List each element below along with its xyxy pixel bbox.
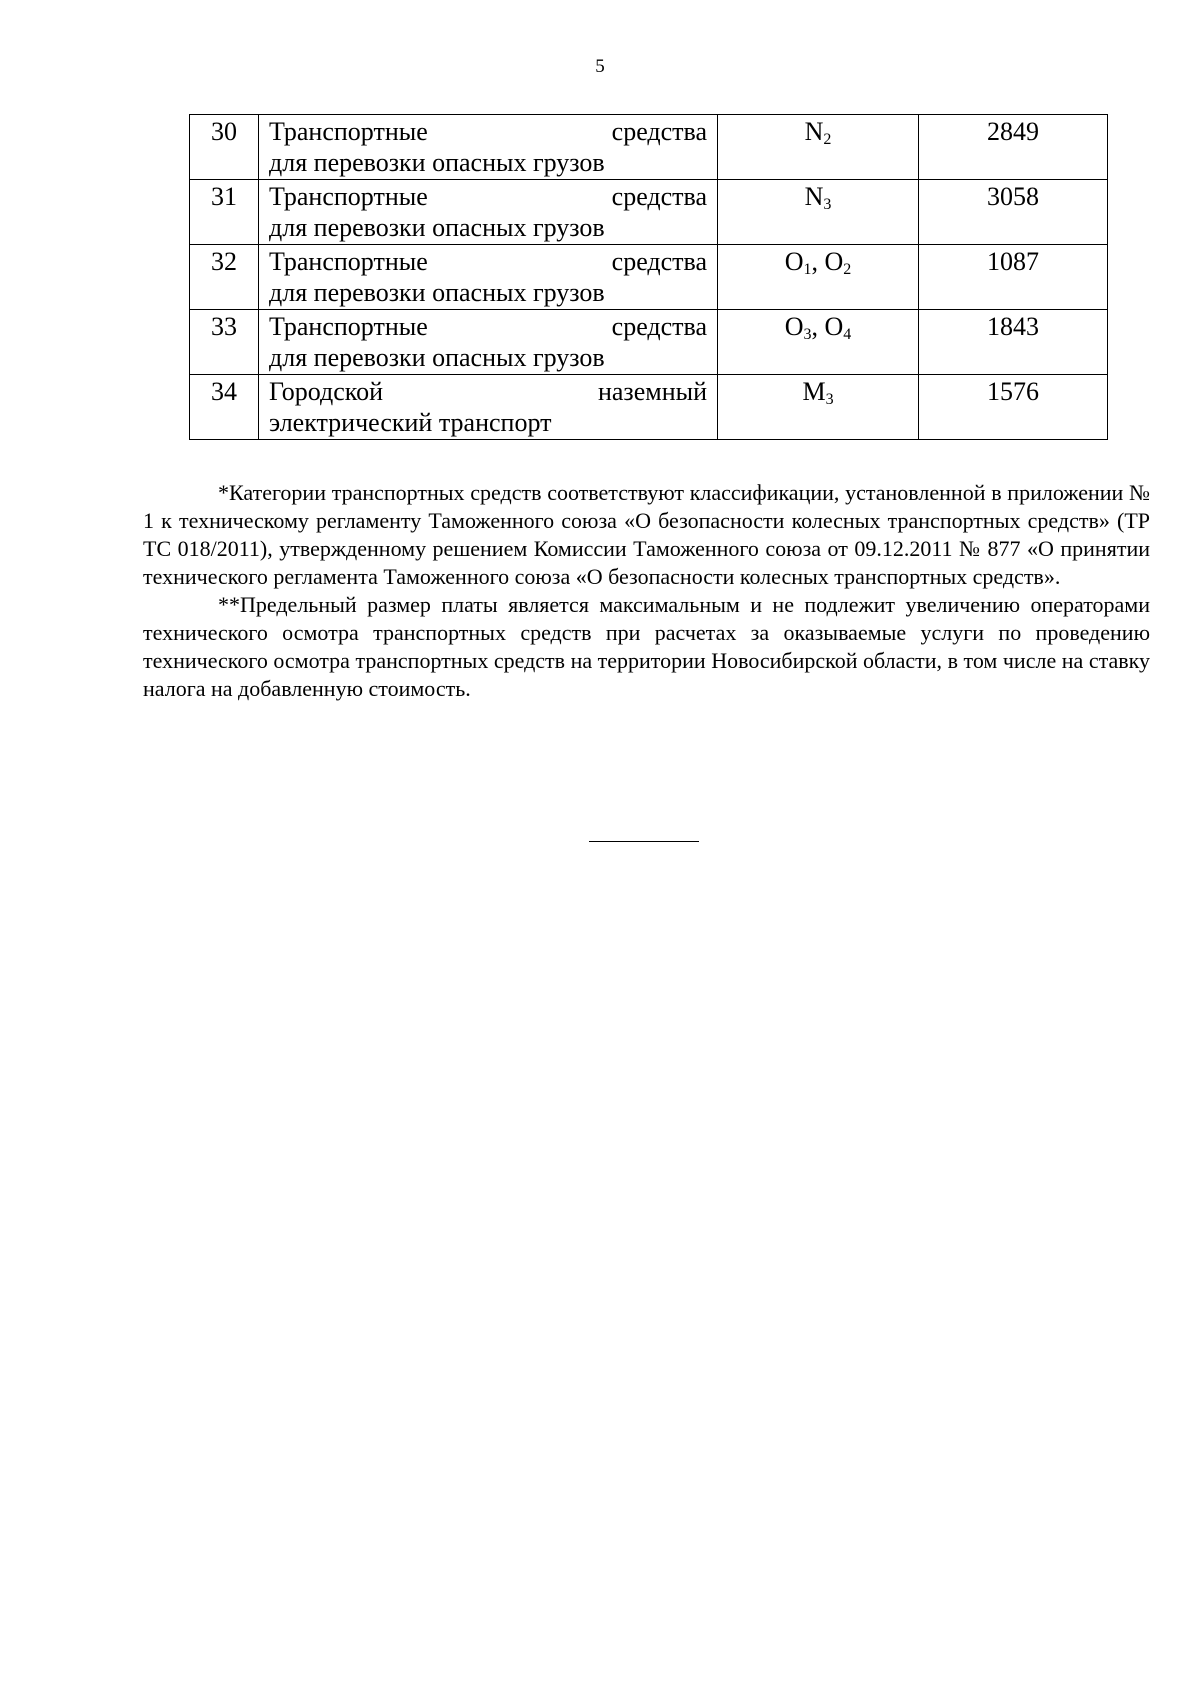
table-row xyxy=(190,180,1108,245)
end-divider xyxy=(589,841,699,842)
table-row xyxy=(190,310,1108,375)
category-cell xyxy=(718,375,919,440)
vehicle-type-line1: Транспортные средства xyxy=(269,247,707,276)
row-number-cell: 34 xyxy=(190,375,259,440)
footnotes xyxy=(143,479,1150,703)
category-cell xyxy=(718,180,919,245)
vehicle-type-line1: Транспортные средства xyxy=(269,182,707,211)
vehicle-type-cell xyxy=(259,180,718,245)
vehicle-type-cell xyxy=(259,115,718,180)
category-cell: $O_3$, $O_4$ xyxy=(718,310,919,375)
category-code: $O_1$ xyxy=(784,247,812,278)
fee-cell: 1843 xyxy=(919,310,1108,375)
category-code: $O_4$ xyxy=(824,312,852,343)
category-code: $M_3$ xyxy=(802,377,834,408)
vehicle-type-line1: Транспортные средства xyxy=(269,117,707,146)
vehicle-type-line2: для перевозки опасных грузов xyxy=(269,148,605,177)
fee-cell: 3058 xyxy=(919,180,1108,245)
vehicle-type-cell xyxy=(259,375,718,440)
table-row xyxy=(190,245,1108,310)
row-number-cell: 32 xyxy=(190,245,259,310)
category-cell xyxy=(718,115,919,180)
row-number-cell: 33 xyxy=(190,310,259,375)
category-code: $O_2$ xyxy=(824,247,852,278)
fee-table xyxy=(189,114,1108,440)
vehicle-type-line2: для перевозки опасных грузов xyxy=(269,213,605,242)
row-number-cell: 31 xyxy=(190,180,259,245)
vehicle-type-cell xyxy=(259,310,718,375)
footnote-categories: *Категории транспортных средств соответствуют классификации, установленной в приложении № 1 к техническому регламенту Таможенного союза «О безопасности колесных транспортных средств» (ТР ТС 018/2011), утвержденному решением Комиссии Таможенного союза от 09.12.2011 № 877 «О принятии технического регламента Таможенного союза «О безопасности колесных транспортных средств». xyxy=(143,480,1150,589)
vehicle-type-line1: Транспортные средства xyxy=(269,312,707,341)
footnote-max-fee: **Предельный размер платы является максимальным и не подлежит увеличению операторами технического осмотра транспортных средств при расчетах за оказываемые услуги по проведению технического осмотра транспортных средств на территории Новосибирской области, в том числе на ставку налога на добавленную стоимость. xyxy=(143,592,1150,701)
fee-cell: 2849 xyxy=(919,115,1108,180)
vehicle-type-line2: для перевозки опасных грузов xyxy=(269,278,605,307)
fee-cell: 1576 xyxy=(919,375,1108,440)
vehicle-type-cell xyxy=(259,245,718,310)
table-row xyxy=(190,115,1108,180)
category-code: $N_2$ xyxy=(804,117,832,148)
category-cell: $O_1$, $O_2$ xyxy=(718,245,919,310)
vehicle-type-line2: электрический транспорт xyxy=(269,408,552,437)
fee-cell: 1087 xyxy=(919,245,1108,310)
category-code: $O_3$ xyxy=(784,312,812,343)
vehicle-type-line2: для перевозки опасных грузов xyxy=(269,343,605,372)
page-number: 5 xyxy=(595,56,605,77)
vehicle-type-line1: Городской наземный xyxy=(269,377,707,406)
category-code: $N_3$ xyxy=(804,182,832,213)
row-number-cell: 30 xyxy=(190,115,259,180)
table-row xyxy=(190,375,1108,440)
